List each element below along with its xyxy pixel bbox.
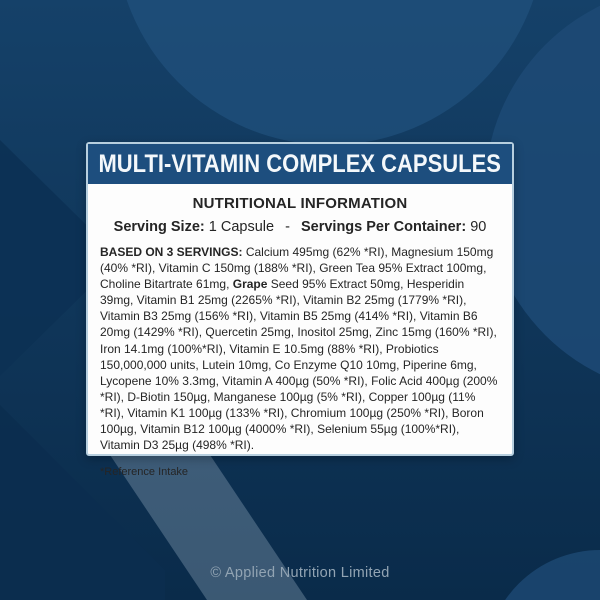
card-body	[88, 184, 512, 478]
product-title: MULTI-VITAMIN COMPLEX CAPSULES	[98, 149, 502, 178]
serving-info-row	[100, 219, 500, 235]
serving-size-label: Serving Size:	[113, 219, 205, 235]
serving-separator: -	[285, 219, 290, 235]
ingredients-paragraph	[100, 244, 500, 453]
based-on-servings-label: BASED ON 3 SERVINGS:	[100, 245, 243, 259]
reference-intake-note: *Reference Intake	[100, 466, 189, 479]
serving-size-value: 1 Capsule	[208, 219, 275, 235]
servings-per-container-label: Servings Per Container:	[300, 219, 467, 235]
section-heading: NUTRITIONAL INFORMATION	[192, 195, 408, 212]
nutrition-label-card	[86, 142, 514, 479]
card-header	[88, 144, 512, 184]
servings-per-container-value: 90	[470, 219, 487, 235]
ingredient-grape-bold: Grape	[232, 277, 268, 292]
ingredients-text-2: Seed 95% Extract 50mg, Hesperidin 39mg, Vitamin B1 25mg (2265% *RI), Vitamin B2 25mg (1779% *RI), Vitamin B3 25mg (156% *RI), Vitamin B5 25mg (414% *RI), Vitamin B6 20mg (1429% *RI), Quercetin 25mg, Inositol 25mg, Zinc 15mg (160% *RI), Iron 14.1mg (100%*RI), Vitamin E 10.5mg (88% *RI), Probiotics 150,000,000 units, Lutein 10mg, Co Enzyme Q10 10mg, Piperine 6mg, Lycopene 10% 3.3mg, Vitamin A 400µg (50% *RI), Folic Acid 400µg (200% *RI), D-Biotin 150µg, Manganese 100µg (5% *RI), Copper 100µg (11% *RI), Vitamin K1 100µg (133% *RI), Chromium 100µg (250% *RI), Boron 100µg, Vitamin B12 100µg (4000% *RI), Selenium 55µg (100%*RI), Vitamin D3 25µg (498% *RI).	[100, 277, 498, 453]
copyright-text: © Applied Nutrition Limited	[210, 565, 390, 581]
ingredients-text-1: Calcium 495mg (62% *RI), Magnesium 150mg (40% *RI), Vitamin C 150mg (188% *RI), Green Tea 95% Extract 100mg, Choline Bitartrate 61mg,	[100, 245, 494, 292]
